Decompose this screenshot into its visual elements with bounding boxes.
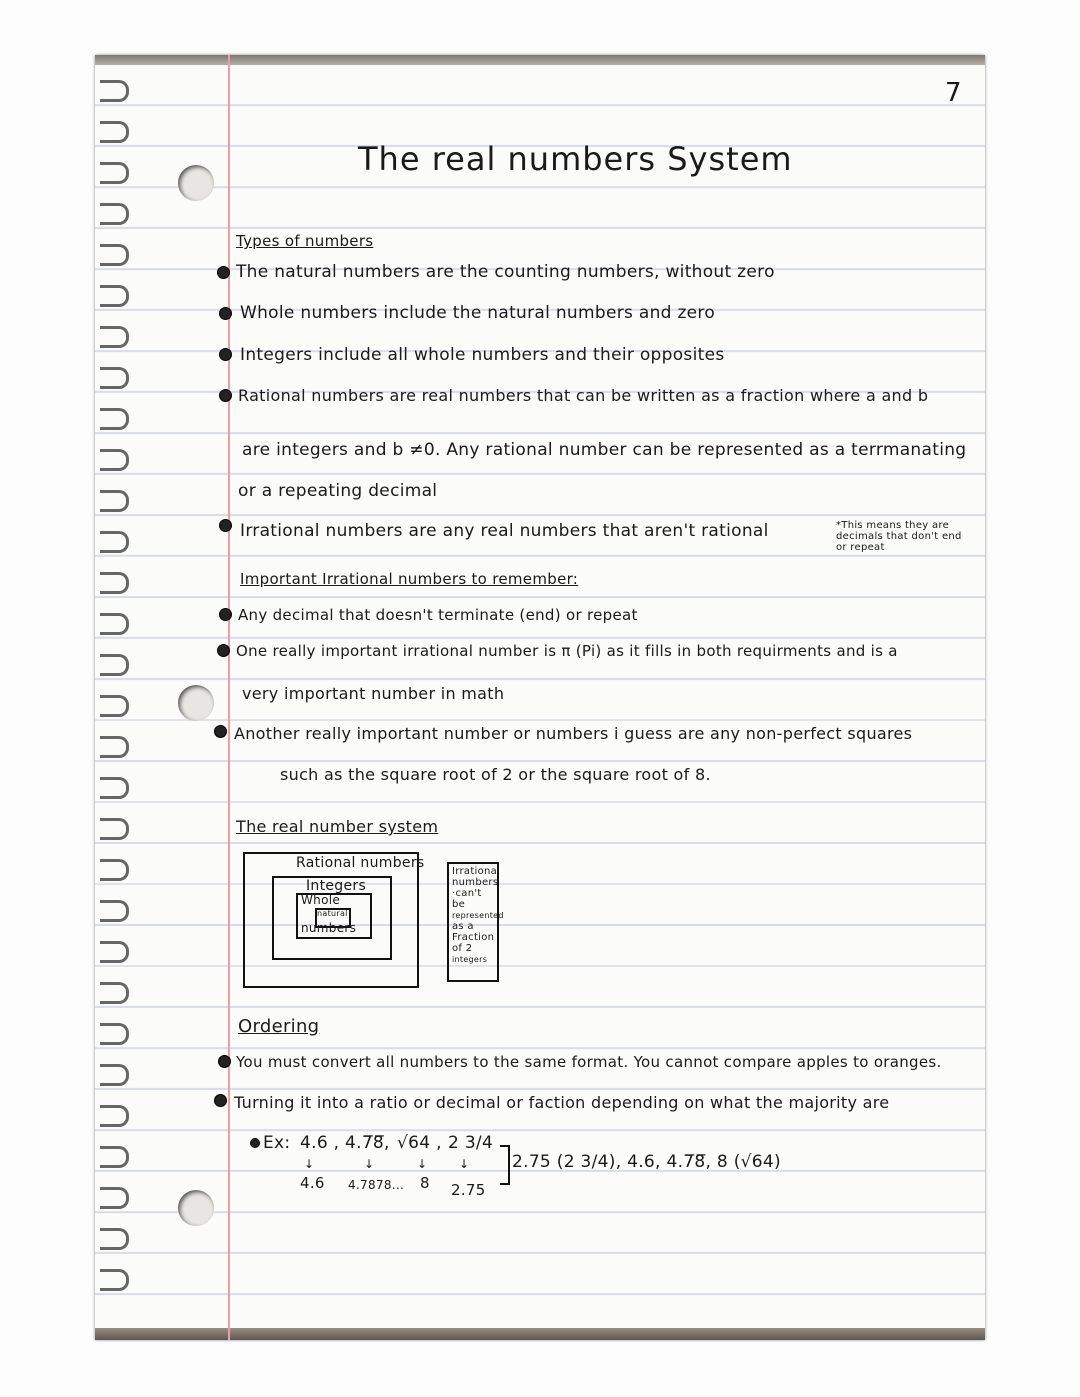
numbers-label: numbers: [301, 921, 357, 935]
spiral-ring: [100, 531, 129, 553]
example-value: √64 ,: [397, 1133, 442, 1153]
bullet: [219, 307, 232, 320]
integers-line: Integers include all whole numbers and their opposites: [240, 345, 725, 365]
important-line-3: very important number in math: [242, 684, 505, 703]
bullet: [217, 644, 230, 657]
rational-line-3: or a repeating decimal: [238, 481, 438, 501]
spiral-ring: [100, 326, 129, 348]
spiral-ring: [100, 1064, 129, 1086]
integers-label: Integers: [306, 878, 367, 894]
punch-hole: [178, 165, 214, 201]
spiral-ring: [100, 408, 129, 430]
important-line-5: such as the square root of 2 or the square root of 8.: [280, 765, 711, 784]
whole-numbers-line: Whole numbers include the natural numbers and zero: [240, 303, 716, 323]
example-value: 2 3/4: [448, 1133, 494, 1153]
natural-label: natural: [317, 909, 348, 918]
example-value: 4.6 ,: [300, 1133, 340, 1153]
bullet: [217, 266, 230, 279]
converted-value: 2.75: [451, 1181, 486, 1199]
spiral-ring: [100, 367, 129, 389]
ordering-line-2: Turning it into a ratio or decimal or faction depending on what the majority are: [234, 1093, 890, 1112]
spiral-ring: [100, 654, 129, 676]
arrow-icon: ↓: [459, 1157, 470, 1171]
ordering-line-1: You must convert all numbers to the same format. You cannot compare apples to oranges.: [236, 1053, 942, 1071]
page-title: The real numbers System: [358, 140, 793, 178]
arrow-icon: ↓: [364, 1157, 375, 1171]
important-heading: Important Irrational numbers to remember:: [240, 570, 579, 588]
arrow-icon: ↓: [304, 1157, 315, 1171]
ordered-result: 2.75 (2 3/4), 4.6, 4.7̅8̅, 8 (√64): [512, 1152, 781, 1172]
side-note: *This means they are decimals that don't end or repeat: [836, 520, 962, 553]
margin-line: [228, 55, 230, 1340]
converted-value: 8: [420, 1174, 430, 1192]
bullet: [219, 348, 232, 361]
bracket: [500, 1145, 510, 1185]
bullet: [219, 519, 232, 532]
important-line-2: One really important irrational number is π (Pi) as it fills in both requirments and is a: [236, 642, 898, 660]
natural-numbers-line: The natural numbers are the counting numbers, without zero: [236, 262, 775, 282]
example-label: Ex:: [263, 1133, 291, 1153]
ordering-heading: Ordering: [238, 1016, 320, 1037]
bullet: [250, 1138, 260, 1148]
bullet: [218, 1055, 231, 1068]
spiral-ring: [100, 285, 129, 307]
spiral-ring: [100, 1187, 129, 1209]
spiral-ring: [100, 203, 129, 225]
spiral-ring: [100, 1228, 129, 1250]
spiral-ring: [100, 490, 129, 512]
rational-line-2: are integers and b ≠0. Any rational number can be represented as a terrmanating: [242, 440, 967, 460]
spiral-ring: [100, 982, 129, 1004]
arrow-icon: ↓: [417, 1157, 428, 1171]
spiral-ring: [100, 1146, 129, 1168]
spiral-ring: [100, 244, 129, 266]
system-heading: The real number system: [236, 817, 439, 836]
converted-value: 4.6: [300, 1174, 325, 1192]
example-value: 4.7̅8̅,: [345, 1133, 390, 1153]
bullet: [214, 725, 227, 738]
spiral-ring: [100, 1105, 129, 1127]
spiral-ring: [100, 695, 129, 717]
spiral-ring: [100, 121, 129, 143]
spiral-ring: [100, 1269, 129, 1291]
punch-hole: [178, 685, 214, 721]
spiral-ring: [100, 736, 129, 758]
spiral-ring: [100, 900, 129, 922]
rational-line: Rational numbers are real numbers that can be written as a fraction where a and b: [238, 386, 929, 405]
spiral-ring: [100, 859, 129, 881]
converted-value: 4.7878...: [348, 1178, 405, 1192]
rational-label: Rational numbers: [296, 855, 425, 871]
bullet: [214, 1094, 227, 1107]
important-line-4: Another really important number or numbers i guess are any non-perfect squares: [234, 724, 913, 743]
spiral-ring: [100, 1023, 129, 1045]
page-number: 7: [945, 78, 962, 108]
spiral-ring: [100, 80, 129, 102]
bullet: [219, 608, 232, 621]
irrational-label: Irrational numbers ·can't be represented as a Fraction of 2 integers: [452, 866, 504, 964]
spiral-ring: [100, 777, 129, 799]
spiral-ring: [100, 572, 129, 594]
types-heading: Types of numbers: [236, 232, 374, 250]
irrational-line: Irrational numbers are any real numbers that aren't rational: [240, 521, 769, 541]
important-line-1: Any decimal that doesn't terminate (end) or repeat: [238, 606, 638, 624]
spiral-ring: [100, 941, 129, 963]
spiral-ring: [100, 613, 129, 635]
spiral-ring: [100, 162, 129, 184]
bullet: [219, 389, 232, 402]
punch-hole: [178, 1190, 214, 1226]
spiral-ring: [100, 449, 129, 471]
whole-label: Whole: [301, 893, 341, 907]
spiral-ring: [100, 818, 129, 840]
